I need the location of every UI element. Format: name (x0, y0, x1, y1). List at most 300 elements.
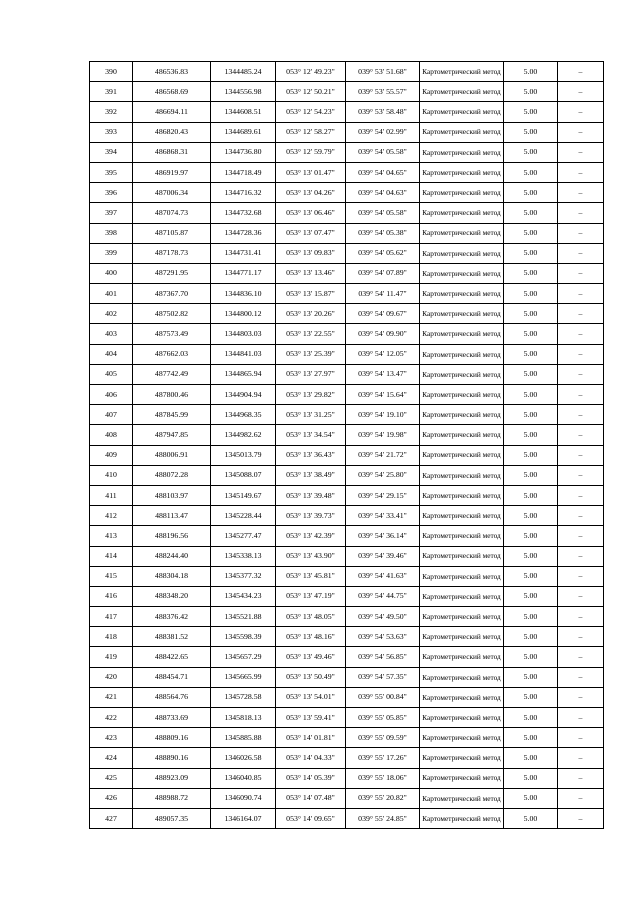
table-row (90, 586, 604, 606)
longitude-cell: 039° 54' 25.80" (346, 465, 420, 485)
longitude-cell: 039° 54' 04.63" (346, 183, 420, 203)
longitude-cell: 039° 54' 21.72" (346, 445, 420, 465)
note-cell: – (558, 62, 604, 82)
y-coordinate-cell: 1345885.88 (211, 728, 276, 748)
note-cell: – (558, 304, 604, 324)
y-coordinate-cell: 1344968.35 (211, 405, 276, 425)
method-cell: Картометрический метод (420, 62, 504, 82)
accuracy-cell: 5.00 (504, 708, 558, 728)
note-cell: – (558, 122, 604, 142)
method-cell: Картометрический метод (420, 183, 504, 203)
y-coordinate-cell: 1344836.10 (211, 284, 276, 304)
accuracy-cell: 5.00 (504, 445, 558, 465)
longitude-cell: 039° 54' 29.15" (346, 485, 420, 505)
table-row (90, 768, 604, 788)
point-number-cell: 425 (90, 768, 133, 788)
longitude-cell: 039° 54' 49.50" (346, 607, 420, 627)
x-coordinate-cell: 488196.56 (133, 526, 211, 546)
x-coordinate-cell: 488733.69 (133, 708, 211, 728)
latitude-cell: 053° 13' 50.49" (276, 667, 346, 687)
point-number-cell: 415 (90, 566, 133, 586)
longitude-cell: 039° 54' 09.90" (346, 324, 420, 344)
y-coordinate-cell: 1346164.07 (211, 808, 276, 828)
x-coordinate-cell: 488564.76 (133, 687, 211, 707)
longitude-cell: 039° 54' 05.58" (346, 203, 420, 223)
x-coordinate-cell: 487178.73 (133, 243, 211, 263)
method-cell: Картометрический метод (420, 526, 504, 546)
latitude-cell: 053° 13' 39.73" (276, 506, 346, 526)
y-coordinate-cell: 1345013.79 (211, 445, 276, 465)
point-number-cell: 420 (90, 667, 133, 687)
accuracy-cell: 5.00 (504, 344, 558, 364)
method-cell: Картометрический метод (420, 566, 504, 586)
longitude-cell: 039° 55' 20.82" (346, 788, 420, 808)
x-coordinate-cell: 486868.31 (133, 142, 211, 162)
note-cell: – (558, 627, 604, 647)
point-number-cell: 421 (90, 687, 133, 707)
longitude-cell: 039° 54' 19.98" (346, 425, 420, 445)
latitude-cell: 053° 14' 04.33" (276, 748, 346, 768)
table-row (90, 687, 604, 707)
latitude-cell: 053° 13' 20.26" (276, 304, 346, 324)
accuracy-cell: 5.00 (504, 768, 558, 788)
method-cell: Картометрический метод (420, 324, 504, 344)
longitude-cell: 039° 54' 53.63" (346, 627, 420, 647)
table-row (90, 485, 604, 505)
longitude-cell: 039° 54' 05.62" (346, 243, 420, 263)
note-cell: – (558, 203, 604, 223)
point-number-cell: 393 (90, 122, 133, 142)
accuracy-cell: 5.00 (504, 162, 558, 182)
accuracy-cell: 5.00 (504, 364, 558, 384)
latitude-cell: 053° 13' 06.46" (276, 203, 346, 223)
method-cell: Картометрический метод (420, 485, 504, 505)
latitude-cell: 053° 13' 09.83" (276, 243, 346, 263)
method-cell: Картометрический метод (420, 627, 504, 647)
latitude-cell: 053° 13' 36.43" (276, 445, 346, 465)
longitude-cell: 039° 53' 51.68" (346, 62, 420, 82)
longitude-cell: 039° 54' 11.47" (346, 284, 420, 304)
method-cell: Картометрический метод (420, 223, 504, 243)
x-coordinate-cell: 488809.16 (133, 728, 211, 748)
longitude-cell: 039° 53' 55.57" (346, 82, 420, 102)
x-coordinate-cell: 487291.95 (133, 263, 211, 283)
table-row (90, 667, 604, 687)
y-coordinate-cell: 1344865.94 (211, 364, 276, 384)
x-coordinate-cell: 486694.11 (133, 102, 211, 122)
latitude-cell: 053° 13' 07.47" (276, 223, 346, 243)
method-cell: Картометрический метод (420, 122, 504, 142)
note-cell: – (558, 526, 604, 546)
latitude-cell: 053° 12' 49.23" (276, 62, 346, 82)
method-cell: Картометрический метод (420, 405, 504, 425)
point-number-cell: 427 (90, 808, 133, 828)
point-number-cell: 417 (90, 607, 133, 627)
point-number-cell: 403 (90, 324, 133, 344)
note-cell: – (558, 405, 604, 425)
note-cell: – (558, 687, 604, 707)
y-coordinate-cell: 1344731.41 (211, 243, 276, 263)
longitude-cell: 039° 55' 09.59" (346, 728, 420, 748)
method-cell: Картометрический метод (420, 425, 504, 445)
longitude-cell: 039° 54' 56.85" (346, 647, 420, 667)
accuracy-cell: 5.00 (504, 385, 558, 405)
note-cell: – (558, 647, 604, 667)
note-cell: – (558, 808, 604, 828)
table-row (90, 405, 604, 425)
y-coordinate-cell: 1345377.32 (211, 566, 276, 586)
table-row (90, 142, 604, 162)
note-cell: – (558, 768, 604, 788)
x-coordinate-cell: 486820.43 (133, 122, 211, 142)
accuracy-cell: 5.00 (504, 223, 558, 243)
table-row (90, 102, 604, 122)
longitude-cell: 039° 55' 17.26" (346, 748, 420, 768)
note-cell: – (558, 142, 604, 162)
table-row (90, 344, 604, 364)
table-row (90, 82, 604, 102)
longitude-cell: 039° 54' 07.89" (346, 263, 420, 283)
longitude-cell: 039° 55' 05.85" (346, 708, 420, 728)
y-coordinate-cell: 1344736.80 (211, 142, 276, 162)
latitude-cell: 053° 12' 50.21" (276, 82, 346, 102)
note-cell: – (558, 263, 604, 283)
longitude-cell: 039° 54' 19.10" (346, 405, 420, 425)
latitude-cell: 053° 13' 04.26" (276, 183, 346, 203)
note-cell: – (558, 607, 604, 627)
latitude-cell: 053° 13' 45.81" (276, 566, 346, 586)
latitude-cell: 053° 13' 48.16" (276, 627, 346, 647)
method-cell: Картометрический метод (420, 344, 504, 364)
accuracy-cell: 5.00 (504, 142, 558, 162)
y-coordinate-cell: 1346040.85 (211, 768, 276, 788)
x-coordinate-cell: 488006.91 (133, 445, 211, 465)
y-coordinate-cell: 1346090.74 (211, 788, 276, 808)
x-coordinate-cell: 488304.18 (133, 566, 211, 586)
y-coordinate-cell: 1345434.23 (211, 586, 276, 606)
point-number-cell: 413 (90, 526, 133, 546)
method-cell: Картометрический метод (420, 243, 504, 263)
table-body (90, 62, 604, 829)
accuracy-cell: 5.00 (504, 102, 558, 122)
table-row (90, 465, 604, 485)
x-coordinate-cell: 486568.69 (133, 82, 211, 102)
point-number-cell: 410 (90, 465, 133, 485)
longitude-cell: 039° 54' 13.47" (346, 364, 420, 384)
table-row (90, 808, 604, 828)
longitude-cell: 039° 54' 41.63" (346, 566, 420, 586)
note-cell: – (558, 708, 604, 728)
note-cell: – (558, 748, 604, 768)
latitude-cell: 053° 12' 58.27" (276, 122, 346, 142)
method-cell: Картометрический метод (420, 82, 504, 102)
table-row (90, 788, 604, 808)
longitude-cell: 039° 54' 39.46" (346, 546, 420, 566)
table-row (90, 627, 604, 647)
table-row (90, 223, 604, 243)
x-coordinate-cell: 487742.49 (133, 364, 211, 384)
latitude-cell: 053° 13' 49.46" (276, 647, 346, 667)
note-cell: – (558, 667, 604, 687)
x-coordinate-cell: 488454.71 (133, 667, 211, 687)
method-cell: Картометрический метод (420, 263, 504, 283)
method-cell: Картометрический метод (420, 808, 504, 828)
y-coordinate-cell: 1344485.24 (211, 62, 276, 82)
point-number-cell: 398 (90, 223, 133, 243)
note-cell: – (558, 506, 604, 526)
x-coordinate-cell: 487800.46 (133, 385, 211, 405)
y-coordinate-cell: 1346026.58 (211, 748, 276, 768)
accuracy-cell: 5.00 (504, 82, 558, 102)
point-number-cell: 407 (90, 405, 133, 425)
y-coordinate-cell: 1344728.36 (211, 223, 276, 243)
method-cell: Картометрический метод (420, 203, 504, 223)
note-cell: – (558, 324, 604, 344)
x-coordinate-cell: 488923.09 (133, 768, 211, 788)
note-cell: – (558, 728, 604, 748)
point-number-cell: 424 (90, 748, 133, 768)
point-number-cell: 419 (90, 647, 133, 667)
point-number-cell: 409 (90, 445, 133, 465)
x-coordinate-cell: 488244.40 (133, 546, 211, 566)
y-coordinate-cell: 1345665.99 (211, 667, 276, 687)
latitude-cell: 053° 13' 29.82" (276, 385, 346, 405)
latitude-cell: 053° 13' 13.46" (276, 263, 346, 283)
point-number-cell: 392 (90, 102, 133, 122)
latitude-cell: 053° 14' 07.48" (276, 788, 346, 808)
table-row (90, 162, 604, 182)
longitude-cell: 039° 53' 58.48" (346, 102, 420, 122)
accuracy-cell: 5.00 (504, 506, 558, 526)
point-number-cell: 394 (90, 142, 133, 162)
x-coordinate-cell: 488113.47 (133, 506, 211, 526)
note-cell: – (558, 162, 604, 182)
method-cell: Картометрический метод (420, 748, 504, 768)
accuracy-cell: 5.00 (504, 243, 558, 263)
x-coordinate-cell: 488381.52 (133, 627, 211, 647)
point-number-cell: 408 (90, 425, 133, 445)
y-coordinate-cell: 1344841.03 (211, 344, 276, 364)
accuracy-cell: 5.00 (504, 607, 558, 627)
table-row (90, 324, 604, 344)
y-coordinate-cell: 1345338.13 (211, 546, 276, 566)
latitude-cell: 053° 13' 59.41" (276, 708, 346, 728)
point-number-cell: 401 (90, 284, 133, 304)
point-number-cell: 404 (90, 344, 133, 364)
point-number-cell: 390 (90, 62, 133, 82)
point-number-cell: 399 (90, 243, 133, 263)
method-cell: Картометрический метод (420, 364, 504, 384)
accuracy-cell: 5.00 (504, 687, 558, 707)
note-cell: – (558, 465, 604, 485)
longitude-cell: 039° 54' 12.05" (346, 344, 420, 364)
latitude-cell: 053° 12' 54.23" (276, 102, 346, 122)
accuracy-cell: 5.00 (504, 183, 558, 203)
x-coordinate-cell: 488988.72 (133, 788, 211, 808)
point-number-cell: 400 (90, 263, 133, 283)
point-number-cell: 397 (90, 203, 133, 223)
x-coordinate-cell: 488422.65 (133, 647, 211, 667)
point-number-cell: 402 (90, 304, 133, 324)
latitude-cell: 053° 13' 27.97" (276, 364, 346, 384)
x-coordinate-cell: 486536.83 (133, 62, 211, 82)
latitude-cell: 053° 13' 01.47" (276, 162, 346, 182)
accuracy-cell: 5.00 (504, 808, 558, 828)
y-coordinate-cell: 1344982.62 (211, 425, 276, 445)
accuracy-cell: 5.00 (504, 526, 558, 546)
method-cell: Картометрический метод (420, 708, 504, 728)
point-number-cell: 396 (90, 183, 133, 203)
accuracy-cell: 5.00 (504, 586, 558, 606)
point-number-cell: 395 (90, 162, 133, 182)
longitude-cell: 039° 54' 04.65" (346, 162, 420, 182)
note-cell: – (558, 102, 604, 122)
y-coordinate-cell: 1344556.98 (211, 82, 276, 102)
point-number-cell: 406 (90, 385, 133, 405)
table-row (90, 203, 604, 223)
x-coordinate-cell: 487367.70 (133, 284, 211, 304)
x-coordinate-cell: 488376.42 (133, 607, 211, 627)
note-cell: – (558, 385, 604, 405)
longitude-cell: 039° 54' 15.64" (346, 385, 420, 405)
longitude-cell: 039° 54' 44.75" (346, 586, 420, 606)
y-coordinate-cell: 1344803.03 (211, 324, 276, 344)
point-number-cell: 423 (90, 728, 133, 748)
longitude-cell: 039° 54' 57.35" (346, 667, 420, 687)
y-coordinate-cell: 1345228.44 (211, 506, 276, 526)
note-cell: – (558, 243, 604, 263)
note-cell: – (558, 344, 604, 364)
method-cell: Картометрический метод (420, 385, 504, 405)
point-number-cell: 411 (90, 485, 133, 505)
accuracy-cell: 5.00 (504, 62, 558, 82)
table-row (90, 526, 604, 546)
method-cell: Картометрический метод (420, 687, 504, 707)
x-coordinate-cell: 487662.03 (133, 344, 211, 364)
longitude-cell: 039° 54' 33.41" (346, 506, 420, 526)
accuracy-cell: 5.00 (504, 546, 558, 566)
accuracy-cell: 5.00 (504, 566, 558, 586)
method-cell: Картометрический метод (420, 667, 504, 687)
method-cell: Картометрический метод (420, 647, 504, 667)
y-coordinate-cell: 1345728.58 (211, 687, 276, 707)
method-cell: Картометрический метод (420, 162, 504, 182)
latitude-cell: 053° 13' 48.05" (276, 607, 346, 627)
table-row (90, 364, 604, 384)
y-coordinate-cell: 1345598.39 (211, 627, 276, 647)
x-coordinate-cell: 487074.73 (133, 203, 211, 223)
table-row (90, 243, 604, 263)
longitude-cell: 039° 54' 36.14" (346, 526, 420, 546)
latitude-cell: 053° 13' 39.48" (276, 485, 346, 505)
latitude-cell: 053° 13' 15.87" (276, 284, 346, 304)
accuracy-cell: 5.00 (504, 324, 558, 344)
note-cell: – (558, 425, 604, 445)
table-row (90, 445, 604, 465)
method-cell: Картометрический метод (420, 586, 504, 606)
table-row (90, 263, 604, 283)
x-coordinate-cell: 489057.35 (133, 808, 211, 828)
longitude-cell: 039° 55' 00.84" (346, 687, 420, 707)
note-cell: – (558, 82, 604, 102)
table-row (90, 62, 604, 82)
method-cell: Картометрический метод (420, 304, 504, 324)
y-coordinate-cell: 1344689.61 (211, 122, 276, 142)
x-coordinate-cell: 486919.97 (133, 162, 211, 182)
longitude-cell: 039° 55' 24.85" (346, 808, 420, 828)
longitude-cell: 039° 54' 05.38" (346, 223, 420, 243)
accuracy-cell: 5.00 (504, 284, 558, 304)
y-coordinate-cell: 1345088.07 (211, 465, 276, 485)
method-cell: Картометрический метод (420, 728, 504, 748)
accuracy-cell: 5.00 (504, 405, 558, 425)
method-cell: Картометрический метод (420, 142, 504, 162)
latitude-cell: 053° 13' 38.49" (276, 465, 346, 485)
accuracy-cell: 5.00 (504, 728, 558, 748)
table-row (90, 425, 604, 445)
note-cell: – (558, 586, 604, 606)
latitude-cell: 053° 13' 43.90" (276, 546, 346, 566)
x-coordinate-cell: 488072.28 (133, 465, 211, 485)
latitude-cell: 053° 14' 01.81" (276, 728, 346, 748)
latitude-cell: 053° 12' 59.79" (276, 142, 346, 162)
x-coordinate-cell: 487502.82 (133, 304, 211, 324)
note-cell: – (558, 485, 604, 505)
accuracy-cell: 5.00 (504, 667, 558, 687)
accuracy-cell: 5.00 (504, 465, 558, 485)
table-row (90, 506, 604, 526)
x-coordinate-cell: 488348.20 (133, 586, 211, 606)
accuracy-cell: 5.00 (504, 627, 558, 647)
x-coordinate-cell: 488103.97 (133, 485, 211, 505)
accuracy-cell: 5.00 (504, 485, 558, 505)
y-coordinate-cell: 1345521.88 (211, 607, 276, 627)
method-cell: Картометрический метод (420, 465, 504, 485)
latitude-cell: 053° 14' 05.39" (276, 768, 346, 788)
latitude-cell: 053° 13' 31.25" (276, 405, 346, 425)
note-cell: – (558, 788, 604, 808)
table-row (90, 708, 604, 728)
longitude-cell: 039° 54' 09.67" (346, 304, 420, 324)
accuracy-cell: 5.00 (504, 263, 558, 283)
table-row (90, 748, 604, 768)
note-cell: – (558, 183, 604, 203)
table-row (90, 728, 604, 748)
point-number-cell: 426 (90, 788, 133, 808)
method-cell: Картометрический метод (420, 788, 504, 808)
latitude-cell: 053° 13' 54.01" (276, 687, 346, 707)
accuracy-cell: 5.00 (504, 788, 558, 808)
latitude-cell: 053° 13' 47.19" (276, 586, 346, 606)
note-cell: – (558, 445, 604, 465)
y-coordinate-cell: 1344732.68 (211, 203, 276, 223)
method-cell: Картометрический метод (420, 445, 504, 465)
x-coordinate-cell: 487845.99 (133, 405, 211, 425)
x-coordinate-cell: 488890.16 (133, 748, 211, 768)
point-number-cell: 416 (90, 586, 133, 606)
method-cell: Картометрический метод (420, 284, 504, 304)
x-coordinate-cell: 487006.34 (133, 183, 211, 203)
point-number-cell: 422 (90, 708, 133, 728)
latitude-cell: 053° 13' 22.55" (276, 324, 346, 344)
note-cell: – (558, 284, 604, 304)
point-number-cell: 405 (90, 364, 133, 384)
y-coordinate-cell: 1344800.12 (211, 304, 276, 324)
x-coordinate-cell: 487947.85 (133, 425, 211, 445)
table-row (90, 304, 604, 324)
coordinates-table (89, 61, 604, 829)
latitude-cell: 053° 13' 34.54" (276, 425, 346, 445)
